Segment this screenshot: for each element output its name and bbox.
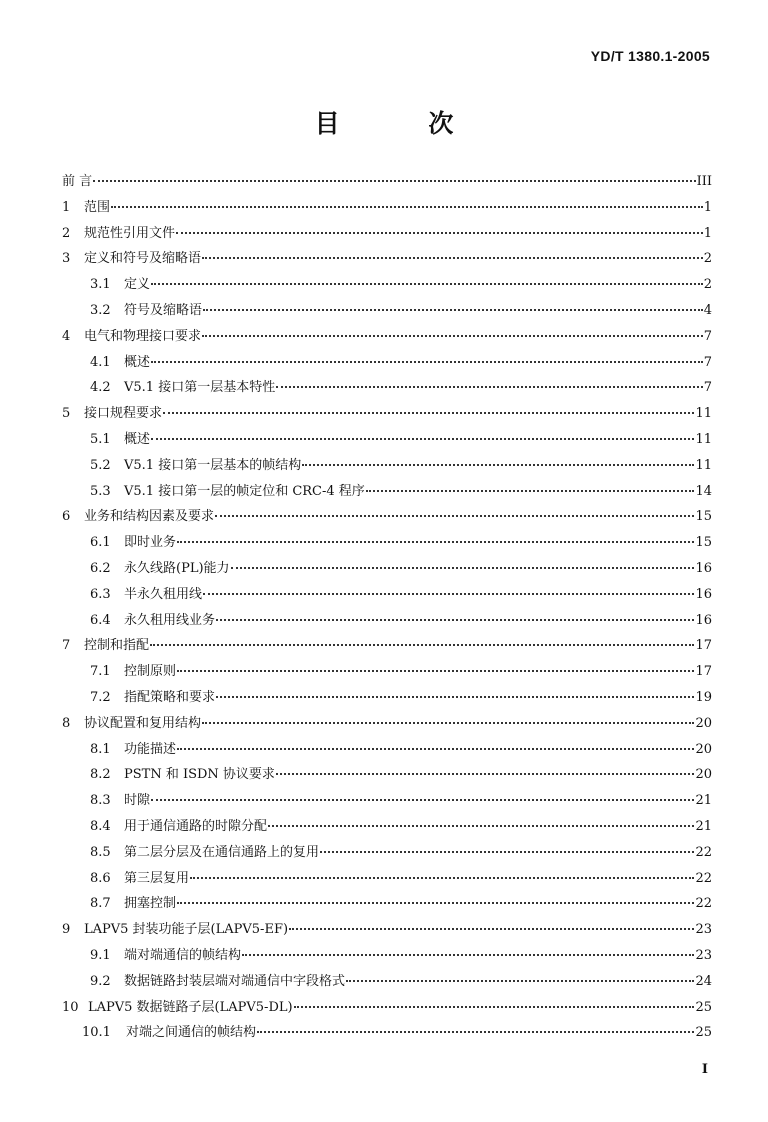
toc-entry-page: 11 bbox=[695, 457, 712, 473]
dot-leader bbox=[289, 928, 694, 930]
toc-entry-label: 即时业务 bbox=[124, 535, 177, 551]
toc-entry-label: 永久租用线业务 bbox=[124, 612, 216, 628]
toc-entry-label: 协议配置和复用结构 bbox=[84, 715, 202, 731]
toc-entry[interactable] bbox=[62, 892, 712, 918]
toc-entry-page: 24 bbox=[695, 973, 712, 989]
dot-leader bbox=[150, 644, 694, 646]
toc-entry[interactable] bbox=[62, 505, 712, 531]
dot-leader bbox=[203, 309, 703, 311]
toc-entry-number: 10 bbox=[62, 999, 79, 1015]
toc-entry-page: 17 bbox=[695, 664, 712, 680]
dot-leader bbox=[231, 567, 695, 569]
toc-entry-page: 7 bbox=[703, 328, 712, 344]
toc-entry-page: 25 bbox=[695, 1025, 712, 1041]
toc-entry-label: 规范性引用文件 bbox=[84, 225, 176, 241]
toc-entry-page: 17 bbox=[695, 638, 712, 654]
toc-entry-number: 8.5 bbox=[90, 844, 111, 860]
toc-entry-label: V5.1 接口第一层基本特性 bbox=[124, 380, 276, 396]
dot-leader bbox=[302, 464, 694, 466]
toc-entry-label: 控制原则 bbox=[124, 664, 177, 680]
toc-entry-page: 16 bbox=[695, 612, 712, 628]
toc-entry-number: 4 bbox=[62, 328, 71, 344]
dot-leader bbox=[151, 799, 694, 801]
toc-entry-label: 业务和结构因素及要求 bbox=[84, 509, 215, 525]
toc-entry-label: 电气和物理接口要求 bbox=[84, 328, 202, 344]
toc-entry-page: III bbox=[696, 174, 712, 189]
toc-entry-number: 5.1 bbox=[90, 431, 111, 447]
toc-entry-number: 8.2 bbox=[90, 767, 111, 783]
dot-leader bbox=[151, 283, 703, 285]
toc-entry-number: 8.1 bbox=[90, 741, 111, 757]
toc-entry-page: 21 bbox=[695, 793, 712, 809]
dot-leader bbox=[151, 438, 694, 440]
toc-entry-number: 7.2 bbox=[90, 689, 111, 705]
toc-entry-page: 7 bbox=[703, 354, 712, 370]
toc-entry-number: 8.4 bbox=[90, 818, 111, 834]
dot-leader bbox=[151, 361, 703, 363]
toc-entry-label: 概述 bbox=[124, 354, 151, 370]
toc-entry-page: 23 bbox=[695, 947, 712, 963]
toc-entry-number: 8 bbox=[62, 715, 71, 731]
page-number: I bbox=[701, 1062, 708, 1077]
dot-leader bbox=[163, 412, 694, 414]
toc-entry-label: 时隙 bbox=[124, 793, 151, 809]
toc-entry-label: 第二层分层及在通信通路上的复用 bbox=[124, 844, 320, 860]
dot-leader bbox=[176, 232, 703, 234]
toc-entry-label: 概述 bbox=[124, 431, 151, 447]
toc-entry-number: 9.2 bbox=[90, 973, 111, 989]
toc-entry-label: PSTN 和 ISDN 协议要求 bbox=[124, 767, 275, 783]
toc-entry-page: 22 bbox=[695, 896, 712, 912]
toc-entry-number: 8.7 bbox=[90, 896, 111, 912]
toc-entry[interactable] bbox=[62, 996, 712, 1022]
dot-leader bbox=[202, 257, 703, 259]
toc-entry-number: 4.2 bbox=[90, 380, 111, 396]
toc-entry[interactable] bbox=[62, 170, 712, 196]
dot-leader bbox=[177, 670, 694, 672]
dot-leader bbox=[177, 748, 694, 750]
toc-entry[interactable] bbox=[62, 1021, 712, 1047]
toc-entry[interactable] bbox=[62, 609, 712, 635]
toc-entry-number: 8.3 bbox=[90, 793, 111, 809]
toc-entry-page: 19 bbox=[695, 689, 712, 705]
dot-leader bbox=[268, 825, 694, 827]
toc-entry-number: 8.6 bbox=[90, 870, 111, 886]
toc-entry-number: 5.2 bbox=[90, 457, 111, 473]
toc-entry-label: LAPV5 封装功能子层(LAPV5-EF) bbox=[84, 922, 289, 938]
dot-leader bbox=[242, 954, 694, 956]
toc-entry[interactable] bbox=[62, 712, 712, 738]
toc-entry-number: 5 bbox=[62, 406, 71, 422]
dot-leader bbox=[190, 877, 694, 879]
toc-entry-number: 3 bbox=[62, 251, 71, 267]
toc-entry-label: 指配策略和要求 bbox=[124, 689, 216, 705]
toc-entry[interactable] bbox=[62, 841, 712, 867]
toc-entry-page: 1 bbox=[703, 225, 712, 241]
dot-leader bbox=[276, 773, 695, 775]
toc-entry-number: 6.3 bbox=[90, 586, 111, 602]
toc-entry-number: 1 bbox=[62, 199, 71, 215]
toc-entry-label: 拥塞控制 bbox=[124, 896, 177, 912]
toc-entry-page: 16 bbox=[695, 560, 712, 576]
toc-entry[interactable] bbox=[62, 247, 712, 273]
toc-entry-number: 10.1 bbox=[82, 1025, 111, 1041]
dot-leader bbox=[294, 1006, 695, 1008]
dot-leader bbox=[93, 180, 695, 182]
toc-entry-page: 2 bbox=[703, 277, 712, 293]
toc-entry-page: 22 bbox=[695, 844, 712, 860]
toc-entry-number: 5.3 bbox=[90, 483, 111, 499]
toc-entry-label: 半永久租用线 bbox=[124, 586, 203, 602]
toc-entry-page: 16 bbox=[695, 586, 712, 602]
toc-entry-number: 4.1 bbox=[90, 354, 111, 370]
toc-entry-label: 第三层复用 bbox=[124, 870, 190, 886]
toc-entry-page: 21 bbox=[695, 818, 712, 834]
toc-entry-label: V5.1 接口第一层基本的帧结构 bbox=[124, 457, 302, 473]
toc-entry[interactable] bbox=[62, 454, 712, 480]
dot-leader bbox=[216, 696, 694, 698]
toc-entry-label: 端对端通信的帧结构 bbox=[124, 947, 242, 963]
toc-entry[interactable] bbox=[62, 222, 712, 248]
toc-entry[interactable] bbox=[62, 299, 712, 325]
dot-leader bbox=[215, 515, 694, 517]
toc-entry[interactable] bbox=[62, 428, 712, 454]
toc-entry-label: 对端之间通信的帧结构 bbox=[126, 1025, 257, 1041]
toc-entry[interactable] bbox=[62, 867, 712, 893]
toc-entry-label: 永久线路(PL)能力 bbox=[124, 560, 230, 576]
toc-entry-page: 20 bbox=[695, 741, 712, 757]
dot-leader bbox=[177, 541, 694, 543]
toc-entry-label: 接口规程要求 bbox=[84, 406, 163, 422]
toc-entry-page: 7 bbox=[703, 380, 712, 396]
toc-entry-label: 符号及缩略语 bbox=[124, 302, 203, 318]
toc-entry-page: 20 bbox=[695, 715, 712, 731]
toc-entry[interactable] bbox=[62, 325, 712, 351]
toc-entry[interactable] bbox=[62, 583, 712, 609]
toc-entry[interactable] bbox=[62, 351, 712, 377]
dot-leader bbox=[203, 593, 694, 595]
toc-entry-page: 11 bbox=[695, 431, 712, 447]
toc-entry[interactable] bbox=[62, 970, 712, 996]
toc-entry-label: 控制和指配 bbox=[84, 638, 150, 654]
toc-entry-number: 6.1 bbox=[90, 535, 111, 551]
toc-entry-number: 3.1 bbox=[90, 277, 111, 293]
dot-leader bbox=[320, 851, 694, 853]
dot-leader bbox=[111, 206, 703, 208]
toc-entry[interactable] bbox=[62, 480, 712, 506]
toc-entry-label: 用于通信通路的时隙分配 bbox=[124, 818, 268, 834]
toc-entry-number: 9 bbox=[62, 922, 71, 938]
toc-entry[interactable] bbox=[62, 376, 712, 402]
toc-entry[interactable] bbox=[62, 789, 712, 815]
toc-entry-page: 23 bbox=[695, 922, 712, 938]
toc-entry[interactable] bbox=[62, 944, 712, 970]
toc-entry-number: 3.2 bbox=[90, 302, 111, 318]
toc-entry[interactable] bbox=[62, 531, 712, 557]
toc-entry[interactable] bbox=[62, 660, 712, 686]
toc-entry-label: 定义 bbox=[124, 277, 151, 293]
toc-entry[interactable] bbox=[62, 634, 712, 660]
toc-entry-label: 功能描述 bbox=[124, 741, 177, 757]
dot-leader bbox=[202, 722, 694, 724]
toc-entry[interactable] bbox=[62, 196, 712, 222]
dot-leader bbox=[177, 902, 694, 904]
toc-entry[interactable] bbox=[62, 402, 712, 428]
page-title: 目 次 bbox=[314, 109, 494, 138]
dot-leader bbox=[202, 335, 703, 337]
toc-entry[interactable] bbox=[62, 918, 712, 944]
toc-entry-page: 25 bbox=[695, 999, 712, 1015]
toc-entry-label: LAPV5 数据链路子层(LAPV5-DL) bbox=[88, 999, 293, 1015]
dot-leader bbox=[276, 386, 703, 388]
standard-id: YD/T 1380.1-2005 bbox=[590, 48, 710, 64]
toc-entry-label: 定义和符号及缩略语 bbox=[84, 251, 202, 267]
dot-leader bbox=[216, 619, 694, 621]
toc-entry-page: 15 bbox=[695, 509, 712, 525]
toc-entry-number: 6.4 bbox=[90, 612, 111, 628]
toc-entry-page: 1 bbox=[703, 199, 712, 215]
toc-entry-page: 20 bbox=[695, 767, 712, 783]
toc-entry[interactable] bbox=[62, 557, 712, 583]
toc-entry[interactable] bbox=[62, 686, 712, 712]
toc-entry[interactable] bbox=[62, 763, 712, 789]
toc-entry-number: 9.1 bbox=[90, 947, 111, 963]
toc-entry-number: 7 bbox=[62, 638, 71, 654]
toc-entry[interactable] bbox=[62, 738, 712, 764]
toc-entry-label: 前 言 bbox=[62, 174, 93, 189]
toc-entry-page: 22 bbox=[695, 870, 712, 886]
toc-entry-page: 2 bbox=[703, 251, 712, 267]
toc-entry-number: 2 bbox=[62, 225, 71, 241]
toc-entry[interactable] bbox=[62, 815, 712, 841]
toc-entry-page: 4 bbox=[703, 302, 712, 318]
dot-leader bbox=[366, 490, 695, 492]
table-of-contents bbox=[62, 170, 712, 1047]
toc-entry-page: 14 bbox=[695, 483, 712, 499]
toc-entry[interactable] bbox=[62, 273, 712, 299]
toc-entry-label: 数据链路封装层端对端通信中字段格式 bbox=[124, 973, 346, 989]
toc-entry-page: 15 bbox=[695, 535, 712, 551]
toc-entry-label: V5.1 接口第一层的帧定位和 CRC-4 程序 bbox=[124, 483, 365, 499]
toc-entry-label: 范围 bbox=[84, 199, 111, 215]
toc-entry-number: 6.2 bbox=[90, 560, 111, 576]
dot-leader bbox=[346, 980, 694, 982]
toc-entry-number: 7.1 bbox=[90, 664, 111, 680]
dot-leader bbox=[257, 1031, 694, 1033]
toc-entry-page: 11 bbox=[695, 406, 712, 422]
toc-entry-number: 6 bbox=[62, 509, 71, 525]
